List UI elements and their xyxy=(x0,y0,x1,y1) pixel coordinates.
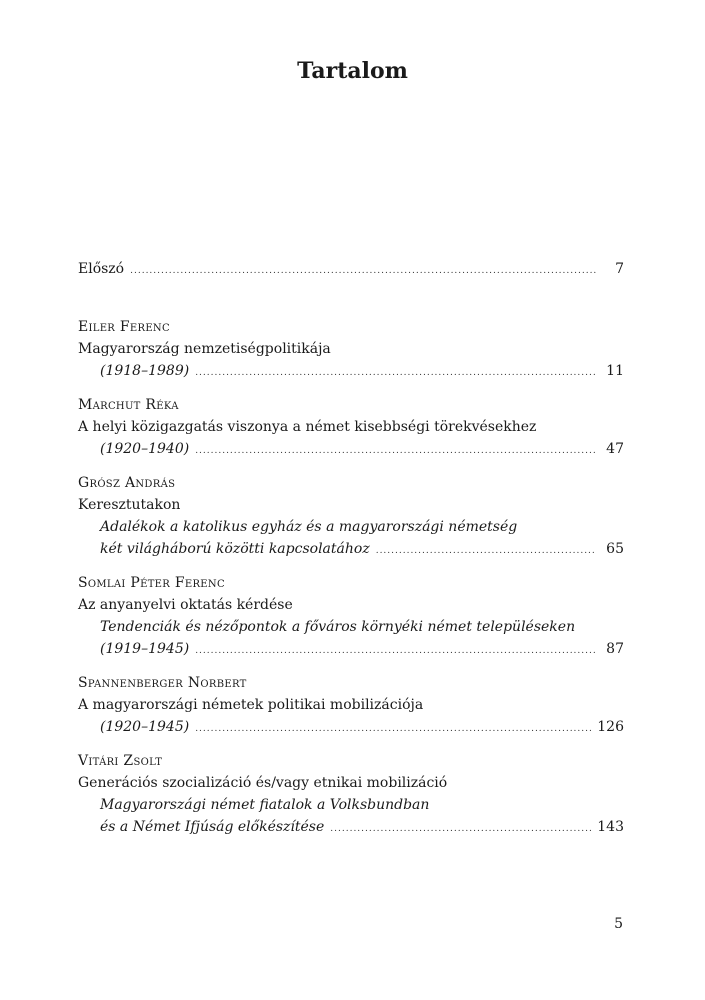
toc-entry[interactable] xyxy=(78,472,624,560)
toc-entry-foreword[interactable] xyxy=(78,258,624,280)
toc-title-continuation: (1919–1945) xyxy=(100,641,190,657)
page-number: 5 xyxy=(614,916,623,932)
page-title: Tartalom xyxy=(297,58,408,84)
toc-author: Vitári Zsolt xyxy=(78,753,163,769)
dot-leader xyxy=(130,260,596,282)
dot-leader xyxy=(195,362,596,384)
toc-page-number: 126 xyxy=(597,719,624,735)
toc-entry[interactable] xyxy=(78,394,624,460)
toc-title-continuation: (1920–1945) xyxy=(100,719,190,735)
toc-title: A magyarországi németek politikai mobilizációja xyxy=(78,697,424,713)
toc-entry[interactable] xyxy=(78,316,624,382)
toc-entry[interactable] xyxy=(78,672,624,738)
toc-entry[interactable] xyxy=(78,750,624,838)
toc-page-number: 65 xyxy=(606,541,624,557)
toc-title: Az anyanyelvi oktatás kérdése xyxy=(78,597,293,613)
toc-page-number: 11 xyxy=(606,363,624,379)
toc-title-continuation: (1920–1940) xyxy=(100,441,190,457)
toc-page-number: 7 xyxy=(615,261,624,277)
toc-title-continuation: két világháború közötti kapcsolatához xyxy=(100,541,370,557)
table-of-contents xyxy=(78,258,624,838)
toc-title: A helyi közigazgatás viszonya a német kisebbségi törekvésekhez xyxy=(78,419,537,435)
toc-author: Marchut Réka xyxy=(78,397,179,413)
toc-subtitle: Adalékok a katolikus egyház és a magyarországi németség xyxy=(100,519,518,535)
toc-page-number: 47 xyxy=(606,441,624,457)
dot-leader xyxy=(330,818,591,840)
dot-leader xyxy=(195,718,591,740)
toc-title-continuation: (1918–1989) xyxy=(100,363,190,379)
toc-author: Grósz András xyxy=(78,475,176,491)
toc-title-continuation: és a Német Ifjúság előkészítése xyxy=(100,819,325,835)
toc-author: Somlai Péter Ferenc xyxy=(78,575,225,591)
toc-page-number: 143 xyxy=(597,819,624,835)
dot-leader xyxy=(376,540,596,562)
toc-title: Generációs szocializáció és/vagy etnikai mobilizáció xyxy=(78,775,448,791)
dot-leader xyxy=(195,640,596,662)
toc-title: Magyarország nemzetiségpolitikája xyxy=(78,341,331,357)
toc-author: Spannenberger Norbert xyxy=(78,675,247,691)
toc-entry-label: Előszó xyxy=(78,261,125,277)
toc-author: Eiler Ferenc xyxy=(78,319,170,335)
toc-title: Keresztutakon xyxy=(78,497,181,513)
toc-subtitle: Tendenciák és nézőpontok a főváros környéki német településeken xyxy=(100,619,576,635)
toc-subtitle: Magyarországi német fiatalok a Volksbundban xyxy=(100,797,430,813)
dot-leader xyxy=(195,440,596,462)
toc-page-number: 87 xyxy=(606,641,624,657)
toc-entry[interactable] xyxy=(78,572,624,660)
